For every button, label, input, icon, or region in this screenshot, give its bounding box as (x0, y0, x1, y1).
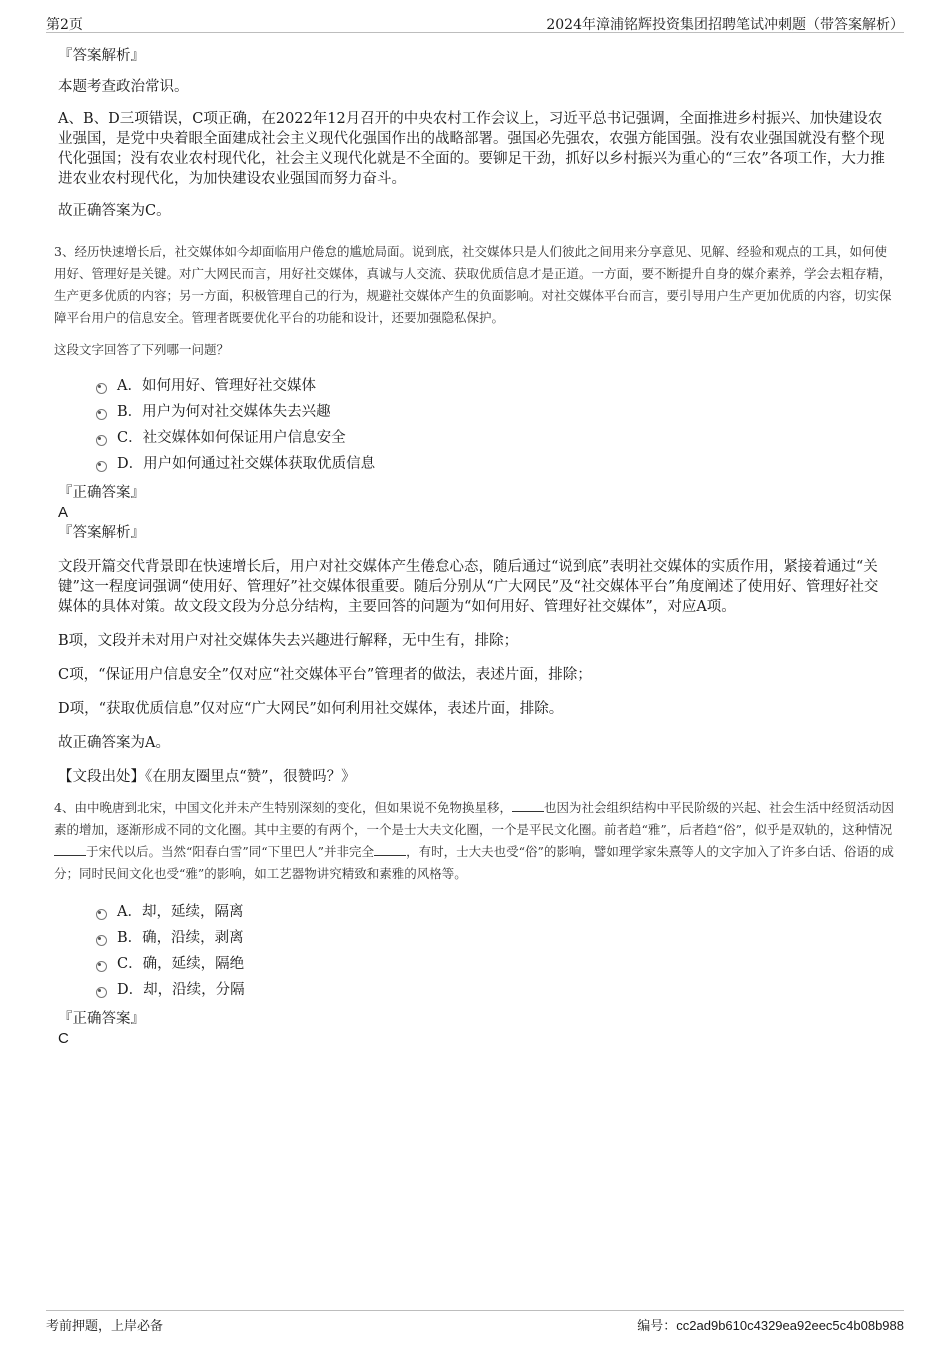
code-value: cc2ad9b610c4329ea92eec5c4b08b988 (676, 1318, 904, 1333)
option-label: A．却，延续，隔离 (117, 904, 244, 920)
option-c[interactable] (96, 951, 950, 977)
analysis-label: 『答案解析』 (58, 525, 145, 541)
option-a[interactable] (96, 373, 950, 399)
analysis-paragraph: B项，文段并未对用户对社交媒体失去兴趣进行解释，无中生有，排除； (58, 633, 519, 649)
option-b[interactable] (96, 925, 950, 951)
analysis-paragraph: A、B、D三项错误，C项正确，在2022年12月召开的中央农村工作会议上，习近平总书记强调，全面推进乡村振兴、加快建设农业强国，是党中央着眼全面建成社会主义现代化强国作出的战略部署。强国必先强农，农强方能国强。没有农业强国就没有整个现代化强国；没有农业农村现代化，社会主义现代化就是不全面的。要铆足干劲，抓好以乡村振兴为重心的“三农”各项工作，大力推进农业农村现代化，为加快建设农业强国而努力奋斗。 (58, 111, 885, 187)
option-label: A．如何用好、管理好社交媒体 (117, 378, 316, 394)
radio-icon[interactable] (96, 461, 107, 472)
question-4 (54, 797, 896, 885)
option-label: B．用户为何对社交媒体失去兴趣 (117, 404, 331, 420)
option-label: C．社交媒体如何保证用户信息安全 (117, 430, 346, 446)
code-label: 编号： (637, 1319, 677, 1334)
option-label: C．确，延续，隔绝 (117, 956, 245, 972)
radio-icon[interactable] (96, 935, 107, 946)
correct-answer: C (58, 1030, 69, 1047)
radio-icon[interactable] (96, 987, 107, 998)
analysis-paragraph: 本题考查政治常识。 (58, 79, 189, 95)
document-code (637, 1315, 904, 1334)
radio-icon[interactable] (96, 383, 107, 394)
fill-blank (374, 843, 406, 856)
option-b[interactable] (96, 399, 950, 425)
option-label: D．用户如何通过社交媒体获取优质信息 (117, 456, 376, 472)
radio-icon[interactable] (96, 435, 107, 446)
option-a[interactable] (96, 899, 950, 925)
question-prompt: 这段文字回答了下列哪一问题？ (54, 342, 230, 357)
correct-answer-label: 『正确答案』 (58, 1011, 145, 1027)
q3-options (96, 373, 950, 477)
option-label: B．确，沿续，剥离 (117, 930, 244, 946)
fill-blank (512, 799, 544, 812)
q4-options (96, 899, 950, 1003)
analysis-label: 『答案解析』 (58, 48, 145, 64)
analysis-paragraph: 文段开篇交代背景即在快速增长后，用户对社交媒体产生倦怠心态，随后通过“说到底”表明社交媒体的实质作用，紧接着通过“关键”这一程度词强调“使用好、管理好”社交媒体很重要。随后分别从“广大网民”及“社交媒体平台”角度阐述了使用好、管理好社交媒体的具体对策。故文段文段为分总分结构，主要回答的问题为“如何用好、管理好社交媒体”，对应A项。 (58, 559, 879, 615)
question-3 (54, 241, 896, 361)
fill-blank (54, 843, 86, 856)
radio-icon[interactable] (96, 409, 107, 420)
footer-slogan: 考前押题，上岸必备 (46, 1319, 164, 1334)
option-c[interactable] (96, 425, 950, 451)
analysis-paragraph: C项，“保证用户信息安全”仅对应“社交媒体平台”管理者的做法，表述片面，排除； (58, 667, 592, 683)
radio-icon[interactable] (96, 961, 107, 972)
option-d[interactable] (96, 451, 950, 477)
q2-analysis (58, 46, 892, 221)
text-source: 【文段出处】《在朋友圈里点“赞”，很赞吗？》 (58, 769, 356, 785)
question-stem: 4、由中晚唐到北宋，中国文化并未产生特别深刻的变化，但如果说不免物换星移， 也因为社会组织结构中平民阶级的兴起、社会生活中经贸活动因素的增加，逐渐形成不同的文化圈。其中主要的有两个，一个是士大夫文化圈，一个是平民文化圈。前者趋“雅”，后者趋“俗”，似乎是双轨的，这种情况于宋代以后。当然“阳春白雪”同“下里巴人”并非完全 ，有时，士大夫也受“俗”的影响，譬如理学家朱熹等人的文字加入了许多白话、俗语的成分；同时民间文化也受“雅”的影响，如工艺器物讲究精致和素雅的风格等。 (54, 800, 894, 881)
option-d[interactable] (96, 977, 950, 1003)
analysis-paragraph: D项，“获取优质信息”仅对应“广大网民”如何利用社交媒体，表述片面，排除。 (58, 701, 564, 717)
option-label: D．却，沿续，分隔 (117, 982, 245, 998)
q4-answer (58, 1009, 892, 1049)
document-title: 2024年漳浦铭辉投资集团招聘笔试冲刺题（带答案解析） (546, 17, 904, 33)
q3-answer (58, 483, 892, 787)
page-footer (46, 1310, 904, 1341)
correct-answer: A (58, 504, 69, 521)
page-content (0, 42, 950, 1049)
page-number: 第2页 (46, 17, 83, 33)
correct-answer-label: 『正确答案』 (58, 485, 145, 501)
page-header (46, 0, 904, 33)
analysis-conclusion: 故正确答案为A。 (58, 735, 170, 751)
analysis-conclusion: 故正确答案为C。 (58, 203, 171, 219)
question-stem: 3、经历快速增长后，社交媒体如今却面临用户倦怠的尴尬局面。说到底，社交媒体只是人们彼此之间用来分享意见、见解、经验和观点的工具，如何使用好、管理好是关键。对广大网民而言，用好社交媒体，真诚与人交流、获取优质信息才是正道。一方面，要不断提升自身的媒介素养，学会去粗存精，生产更多优质的内容；另一方面，积极管理自己的行为，规避社交媒体产生的负面影响。对社交媒体平台而言，要引导用户生产更加优质的内容，切实保障平台用户的信息安全。管理者既要优化平台的功能和设计，还要加强隐私保护。 (54, 244, 892, 325)
radio-icon[interactable] (96, 909, 107, 920)
